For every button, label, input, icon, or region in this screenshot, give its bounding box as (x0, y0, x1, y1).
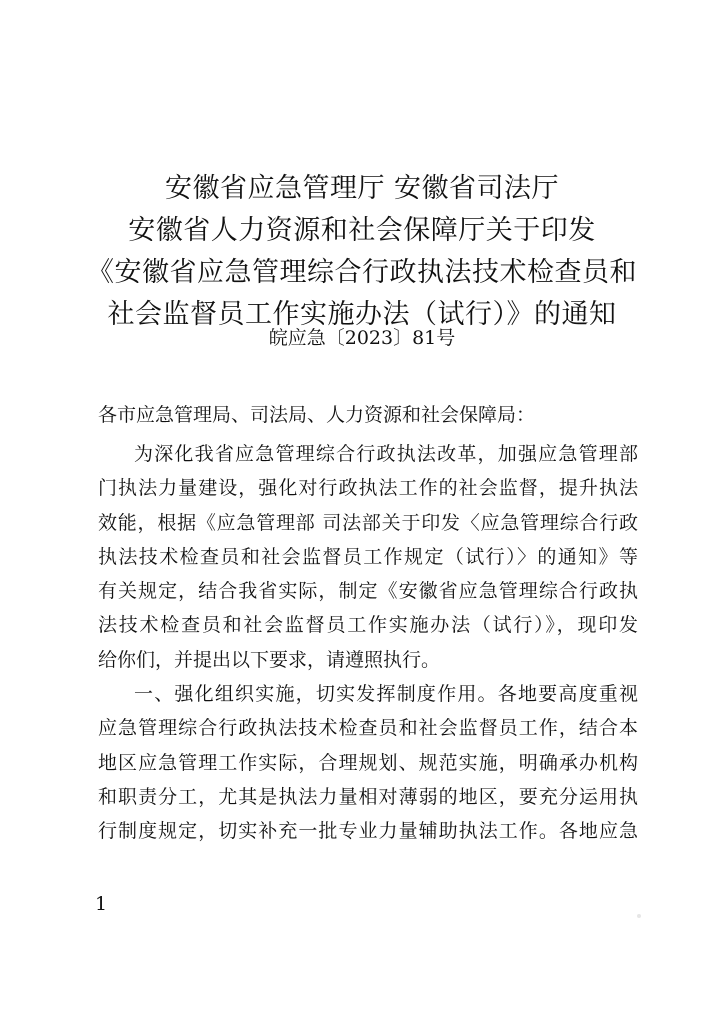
document-number: 皖应急〔2023〕81号 (268, 327, 456, 349)
paragraph-2-line-2: 应急管理综合行政执法技术检查员和社会监督员工作，结合本 (98, 717, 638, 740)
title-line-2: 安徽省人力资源和社会保障厅关于印发 (128, 215, 596, 246)
page-number: 1 (95, 893, 108, 915)
salutation: 各市应急管理局、司法局、人力资源和社会保障局： (98, 404, 536, 426)
paragraph-2-line-4: 和职责分工，尤其是执法力量相对薄弱的地区，要充分运用执 (98, 785, 638, 808)
body-text (98, 437, 638, 849)
paragraph-2-line-3: 地区应急管理工作实际，合理规划、规范实施，明确承办机构 (98, 751, 638, 774)
paragraph-2-line-1: 一、强化组织实施，切实发挥制度作用。各地要高度重视 (134, 683, 638, 706)
paragraph-1-line-5: 有关规定，结合我省实际，制定《安徽省应急管理综合行政执 (98, 580, 638, 603)
paragraph-2-line-5: 行制度规定，切实补充一批专业力量辅助执法工作。各地应急 (98, 820, 638, 843)
faint-mark (637, 914, 641, 918)
paragraph-1-line-4: 执法技术检查员和社会监督员工作规定（试行）〉的通知》等 (98, 545, 638, 568)
title-line-3: 《安徽省应急管理综合行政执法技术检查员和 (87, 257, 637, 288)
title-line-1: 安徽省应急管理厅 安徽省司法厅 (164, 173, 560, 204)
title-line-4: 社会监督员工作实施办法（试行）》的通知 (107, 299, 617, 330)
paragraph-1-line-3: 效能，根据《应急管理部 司法部关于印发〈应急管理综合行政 (98, 511, 638, 534)
paragraph-1-line-2: 门执法力量建设，强化对行政执法工作的社会监督，提升执法 (98, 477, 638, 500)
paragraph-1-line-1: 为深化我省应急管理综合行政执法改革，加强应急管理部 (134, 443, 638, 465)
document-title (0, 168, 724, 336)
paragraph-1-line-7: 给你们，并提出以下要求，请遵照执行。 (98, 648, 441, 671)
paragraph-1-line-6: 法技术检查员和社会监督员工作实施办法（试行）》，现印发 (98, 614, 638, 637)
